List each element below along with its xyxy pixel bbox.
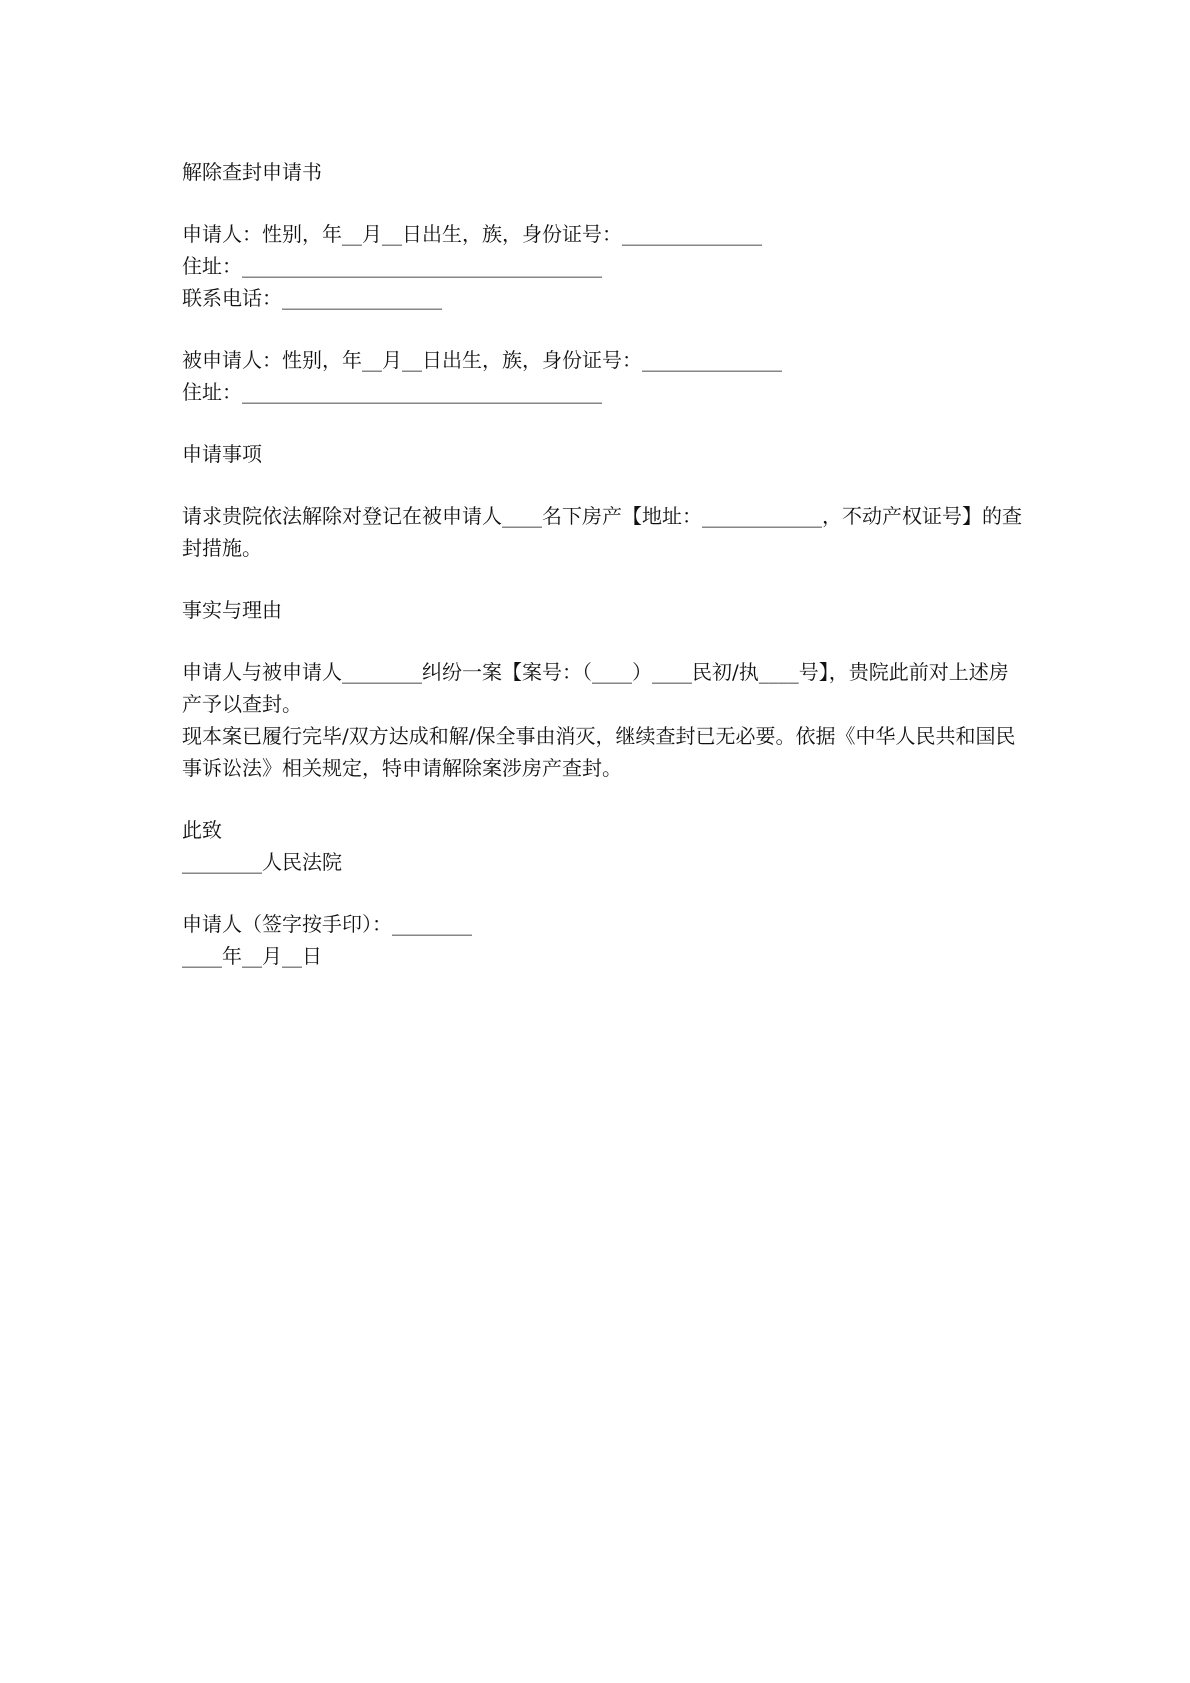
applicant-address-line: 住址：____________________________________ xyxy=(182,254,602,278)
respondent-address-line: 住址：____________________________________ xyxy=(182,380,602,404)
spacer xyxy=(182,314,1022,344)
document-title: 解除查封申请书 xyxy=(182,160,322,184)
document-page xyxy=(182,156,1022,972)
date-line: ____年__月__日 xyxy=(182,944,322,968)
spacer xyxy=(182,626,1022,656)
spacer xyxy=(182,188,1022,218)
facts-paragraph-1: 申请人与被申请人________纠纷一案【案号：（____）____民初/执____号】，贵院此前对上述房产予以查封。 xyxy=(182,660,1009,716)
spacer xyxy=(182,784,1022,814)
spacer xyxy=(182,408,1022,438)
applicant-info-line: 申请人：性别，年__月__日出生，族，身份证号：______________ xyxy=(182,222,762,246)
applicant-phone-line: 联系电话：________________ xyxy=(182,286,442,310)
closing-salutation: 此致 xyxy=(182,818,222,842)
spacer xyxy=(182,564,1022,594)
facts-heading: 事实与理由 xyxy=(182,598,282,622)
request-heading: 申请事项 xyxy=(182,442,262,466)
spacer xyxy=(182,470,1022,500)
signature-line: 申请人（签字按手印）：________ xyxy=(182,912,472,936)
court-name-line: ________人民法院 xyxy=(182,850,342,874)
request-body: 请求贵院依法解除对登记在被申请人____名下房产【地址：____________，不动产权证号】的查封措施。 xyxy=(182,504,1022,560)
facts-paragraph-2: 现本案已履行完毕/双方达成和解/保全事由消灭，继续查封已无必要。依据《中华人民共和国民事诉讼法》相关规定，特申请解除案涉房产查封。 xyxy=(182,724,1016,780)
respondent-info-line: 被申请人：性别，年__月__日出生，族，身份证号：______________ xyxy=(182,348,782,372)
spacer xyxy=(182,878,1022,908)
